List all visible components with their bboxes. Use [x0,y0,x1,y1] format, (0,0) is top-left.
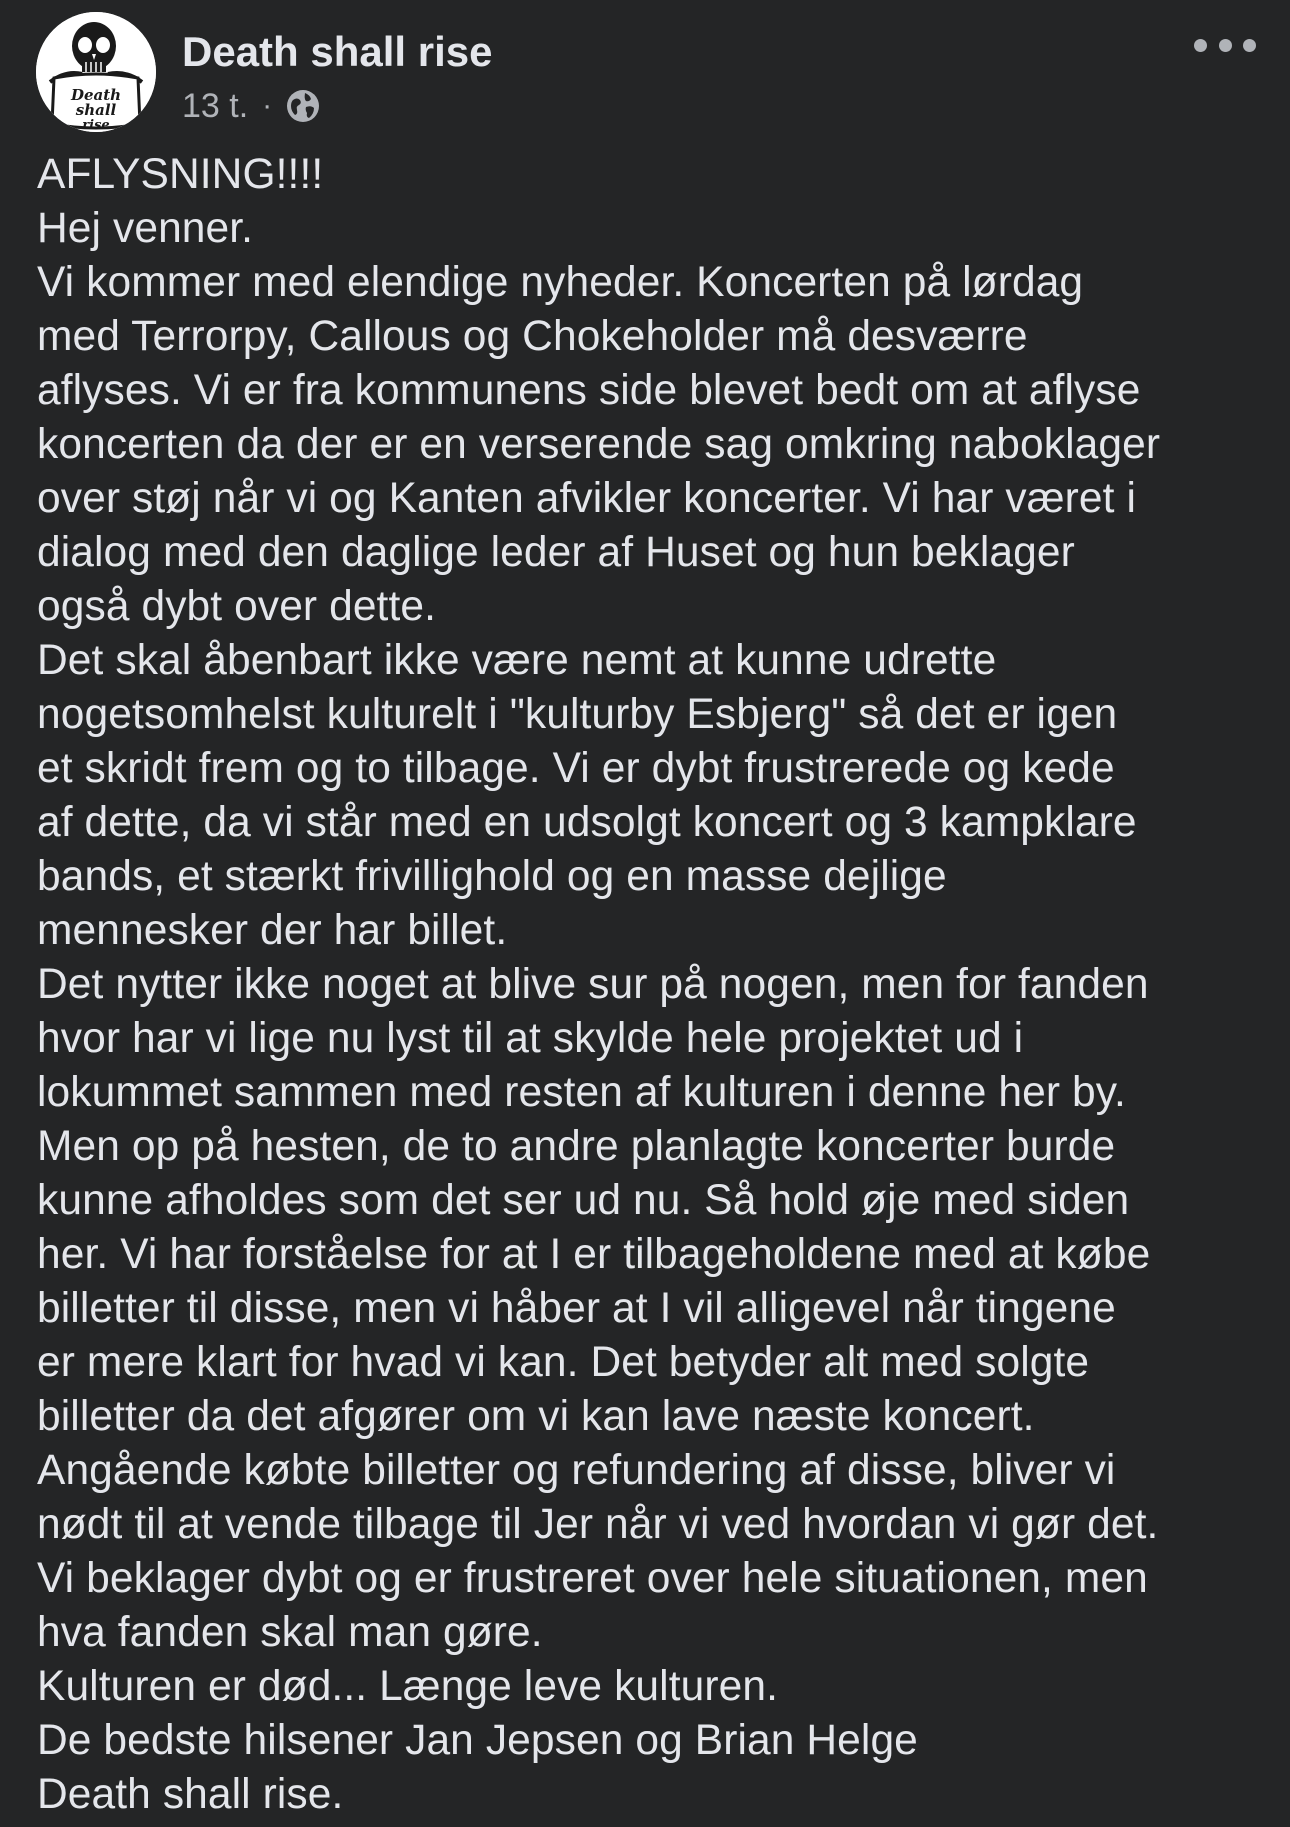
post-text-line: AFLYSNING!!!! [37,151,324,198]
post-text-line: over støj når vi og Kanten afvikler koncerter. Vi har været i [37,475,1136,522]
post-text-line: lokummet sammen med resten af kulturen i denne her by. [37,1069,1126,1116]
post-text-line: hva fanden skal man gøre. [37,1609,543,1656]
more-options-icon[interactable] [1194,30,1256,60]
post-text-line: koncerten da der er en verserende sag omkring naboklager [37,421,1161,468]
post-text-line: er mere klart for hvad vi kan. Det betyder alt med solgte [37,1339,1090,1386]
post-text-line: bands, et stærkt frivillighold og en masse dejlige [37,853,947,900]
post-text-line: nødt til at vende tilbage til Jer når vi ved hvordan vi gør det. [37,1501,1159,1548]
post-text-line: Vi beklager dybt og er frustreret over hele situationen, men [37,1555,1148,1602]
post-text-line: Det skal åbenbart ikke være nemt at kunne udrette [37,637,997,684]
post-text-line: Angående købte billetter og refundering af disse, bliver vi [37,1447,1116,1494]
post-text-line: De bedste hilsener Jan Jepsen og Brian Helge [37,1717,918,1764]
page-avatar[interactable] [36,12,156,132]
post-text-line: mennesker der har billet. [37,907,508,954]
post-text-line: med Terrorpy, Callous og Chokeholder må desværre [37,313,1028,360]
post-text-line: aflyses. Vi er fra kommunens side blevet bedt om at aflyse [37,367,1141,414]
avatar-logo-text: Death [70,86,122,104]
post-text-line: et skridt frem og to tilbage. Vi er dybt frustrerede og kede [37,745,1115,792]
post-text-line: hvor har vi lige nu lyst til at skylde hele projektet ud i [37,1015,1024,1062]
avatar-logo-text: rise [82,118,110,132]
post-text-line: her. Vi har forståelse for at I er tilbageholdene med at købe [37,1231,1151,1278]
post-text-line: dialog med den daglige leder af Huset og hun beklager [37,529,1075,576]
post-text-line: nogetsomhelst kulturelt i "kulturby Esbjerg" så det er igen [37,691,1118,738]
post-text-line: kunne afholdes som det ser ud nu. Så hold øje med siden [37,1177,1130,1224]
post-text-line: også dybt over dette. [37,583,437,630]
post-header [36,12,1256,132]
skull-logo-icon [36,12,156,132]
meta-separator: · [262,89,273,122]
post-text-line: billetter da det afgører om vi kan lave næste koncert. [37,1393,1035,1440]
post-text-line: Vi kommer med elendige nyheder. Koncerten på lørdag [37,259,1084,306]
globe-icon[interactable] [284,87,322,125]
post-text-line: billetter til disse, men vi håber at I vil alligevel når tingene [37,1285,1116,1332]
post-body [37,148,1267,1822]
author-name[interactable]: Death shall rise [182,28,493,75]
avatar-logo-text: shall [75,101,117,119]
dot [1243,39,1256,52]
post-text-line: Hej venner. [37,205,254,252]
post-meta [182,84,322,128]
dot [1194,39,1207,52]
post-text-line: af dette, da vi står med en udsolgt koncert og 3 kampklare [37,799,1137,846]
post-text-line: Kulturen er død... Længe leve kulturen. [37,1663,778,1710]
dot [1219,39,1232,52]
post-text-line: Det nytter ikke noget at blive sur på nogen, men for fanden [37,961,1149,1008]
post-timestamp[interactable]: 13 t. [182,86,249,125]
post-text-line: Men op på hesten, de to andre planlagte koncerter burde [37,1123,1116,1170]
post-text-line: Death shall rise. [37,1771,344,1818]
